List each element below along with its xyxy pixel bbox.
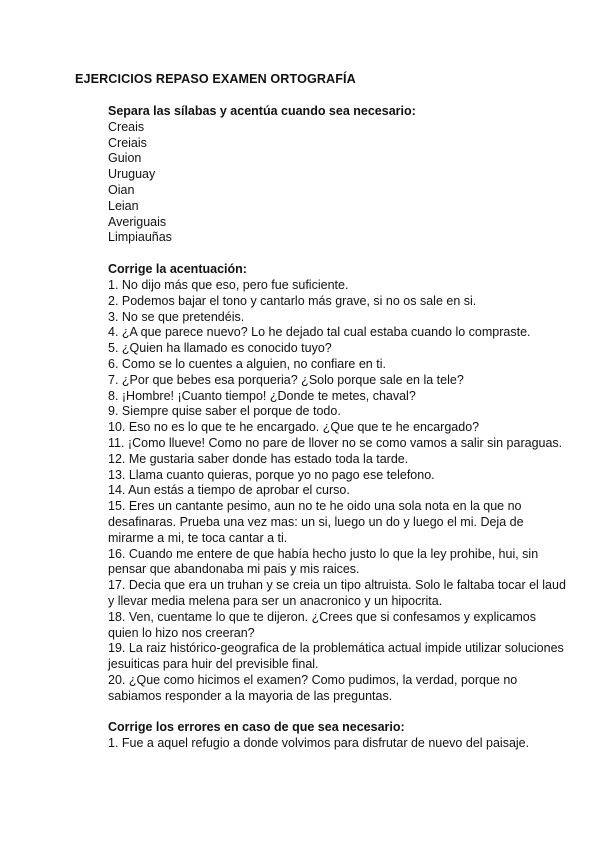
section-errors [108, 720, 570, 752]
exercise-item: 12. Me gustaria saber donde has estado toda la tarde. [108, 451, 409, 466]
section-heading: Separa las sílabas y acentúa cuando sea necesario: [108, 104, 416, 118]
exercise-item: 2. Podemos bajar el tono y cantarlo más grave, si no os sale en si. [108, 293, 477, 308]
exercise-item: 20. ¿Que como hicimos el examen? Como pudimos, la verdad, porque no sabiamos responder a la mayoria de las preguntas. [108, 672, 518, 703]
exercise-item: 10. Eso no es lo que te he encargado. ¿Que que te he encargado? [108, 420, 480, 435]
exercise-item: 7. ¿Por que bebes esa porqueria? ¿Solo porque sale en la tele? [108, 372, 464, 387]
exercise-item: 5. ¿Quien ha llamado es conocido tuyo? [108, 341, 332, 356]
exercise-item: 8. ¡Hombre! ¡Cuanto tiempo! ¿Donde te metes, chaval? [108, 388, 416, 403]
exercise-item: 6. Como se lo cuentes a alguien, no confiare en ti. [108, 356, 386, 371]
word-item: Limpiauñas [108, 230, 172, 245]
word-item: Averiguais [108, 214, 167, 229]
word-item: Creais [108, 119, 145, 134]
exercise-item: 11. ¡Como llueve! Como no pare de llover no se como vamos a salir sin paraguas. [108, 435, 563, 450]
word-item: Leian [108, 198, 139, 213]
section-heading: Corrige los errores en caso de que sea necesario: [108, 720, 405, 735]
document-body [108, 104, 570, 752]
section-accentuation [108, 262, 570, 704]
exercise-item: 17. Decia que era un truhan y se creia un tipo altruista. Solo le faltaba tocar el laud y llevar media melena para ser un anacronico y un hipocrita. [108, 578, 566, 608]
word-item: Uruguay [108, 167, 156, 182]
word-item: Oian [108, 182, 135, 197]
document-title: EJERCICIOS REPASO EXAMEN ORTOGRAFÍA [75, 72, 356, 86]
exercise-item: 19. La raiz histórico-geografica de la problemática actual impide utilizar soluciones jesuiticas para huir del previsible final. [108, 641, 564, 672]
word-item: Creiais [108, 135, 147, 150]
section-heading: Corrige la acentuación: [108, 262, 247, 277]
exercise-item: 3. No se que pretendéis. [108, 309, 245, 324]
exercise-item: 13. Llama cuanto quieras, porque yo no pago ese telefono. [108, 467, 435, 482]
exercise-item: 18. Ven, cuentame lo que te dijeron. ¿Crees que si confesamos y explicamos quien lo hizo nos creeran? [108, 609, 537, 640]
exercise-item: 4. ¿A que parece nuevo? Lo he dejado tal cual estaba cuando lo compraste. [108, 325, 531, 340]
section-syllables [108, 104, 570, 246]
exercise-item: 14. Aun estás a tiempo de aprobar el curso. [108, 483, 350, 498]
word-item: Guion [108, 151, 142, 166]
exercise-item: 1. No dijo más que eso, pero fue suficiente. [108, 277, 349, 292]
exercise-item: 1. Fue a aquel refugio a donde volvimos para disfrutar de nuevo del paisaje. [108, 736, 530, 751]
exercise-item: 16. Cuando me entere de que había hecho justo lo que la ley prohibe, hui, sin pensar que abandonaba mi pais y mis raices. [108, 546, 539, 577]
exercise-item: 9. Siempre quise saber el porque de todo. [108, 404, 341, 419]
exercise-item: 15. Eres un cantante pesimo, aun no te he oido una sola nota en la que no desafinaras. Prueba una vez mas: un si, luego un do y luego el mi. Deja de mirarme a mi, te toca cantar a ti. [108, 499, 524, 545]
